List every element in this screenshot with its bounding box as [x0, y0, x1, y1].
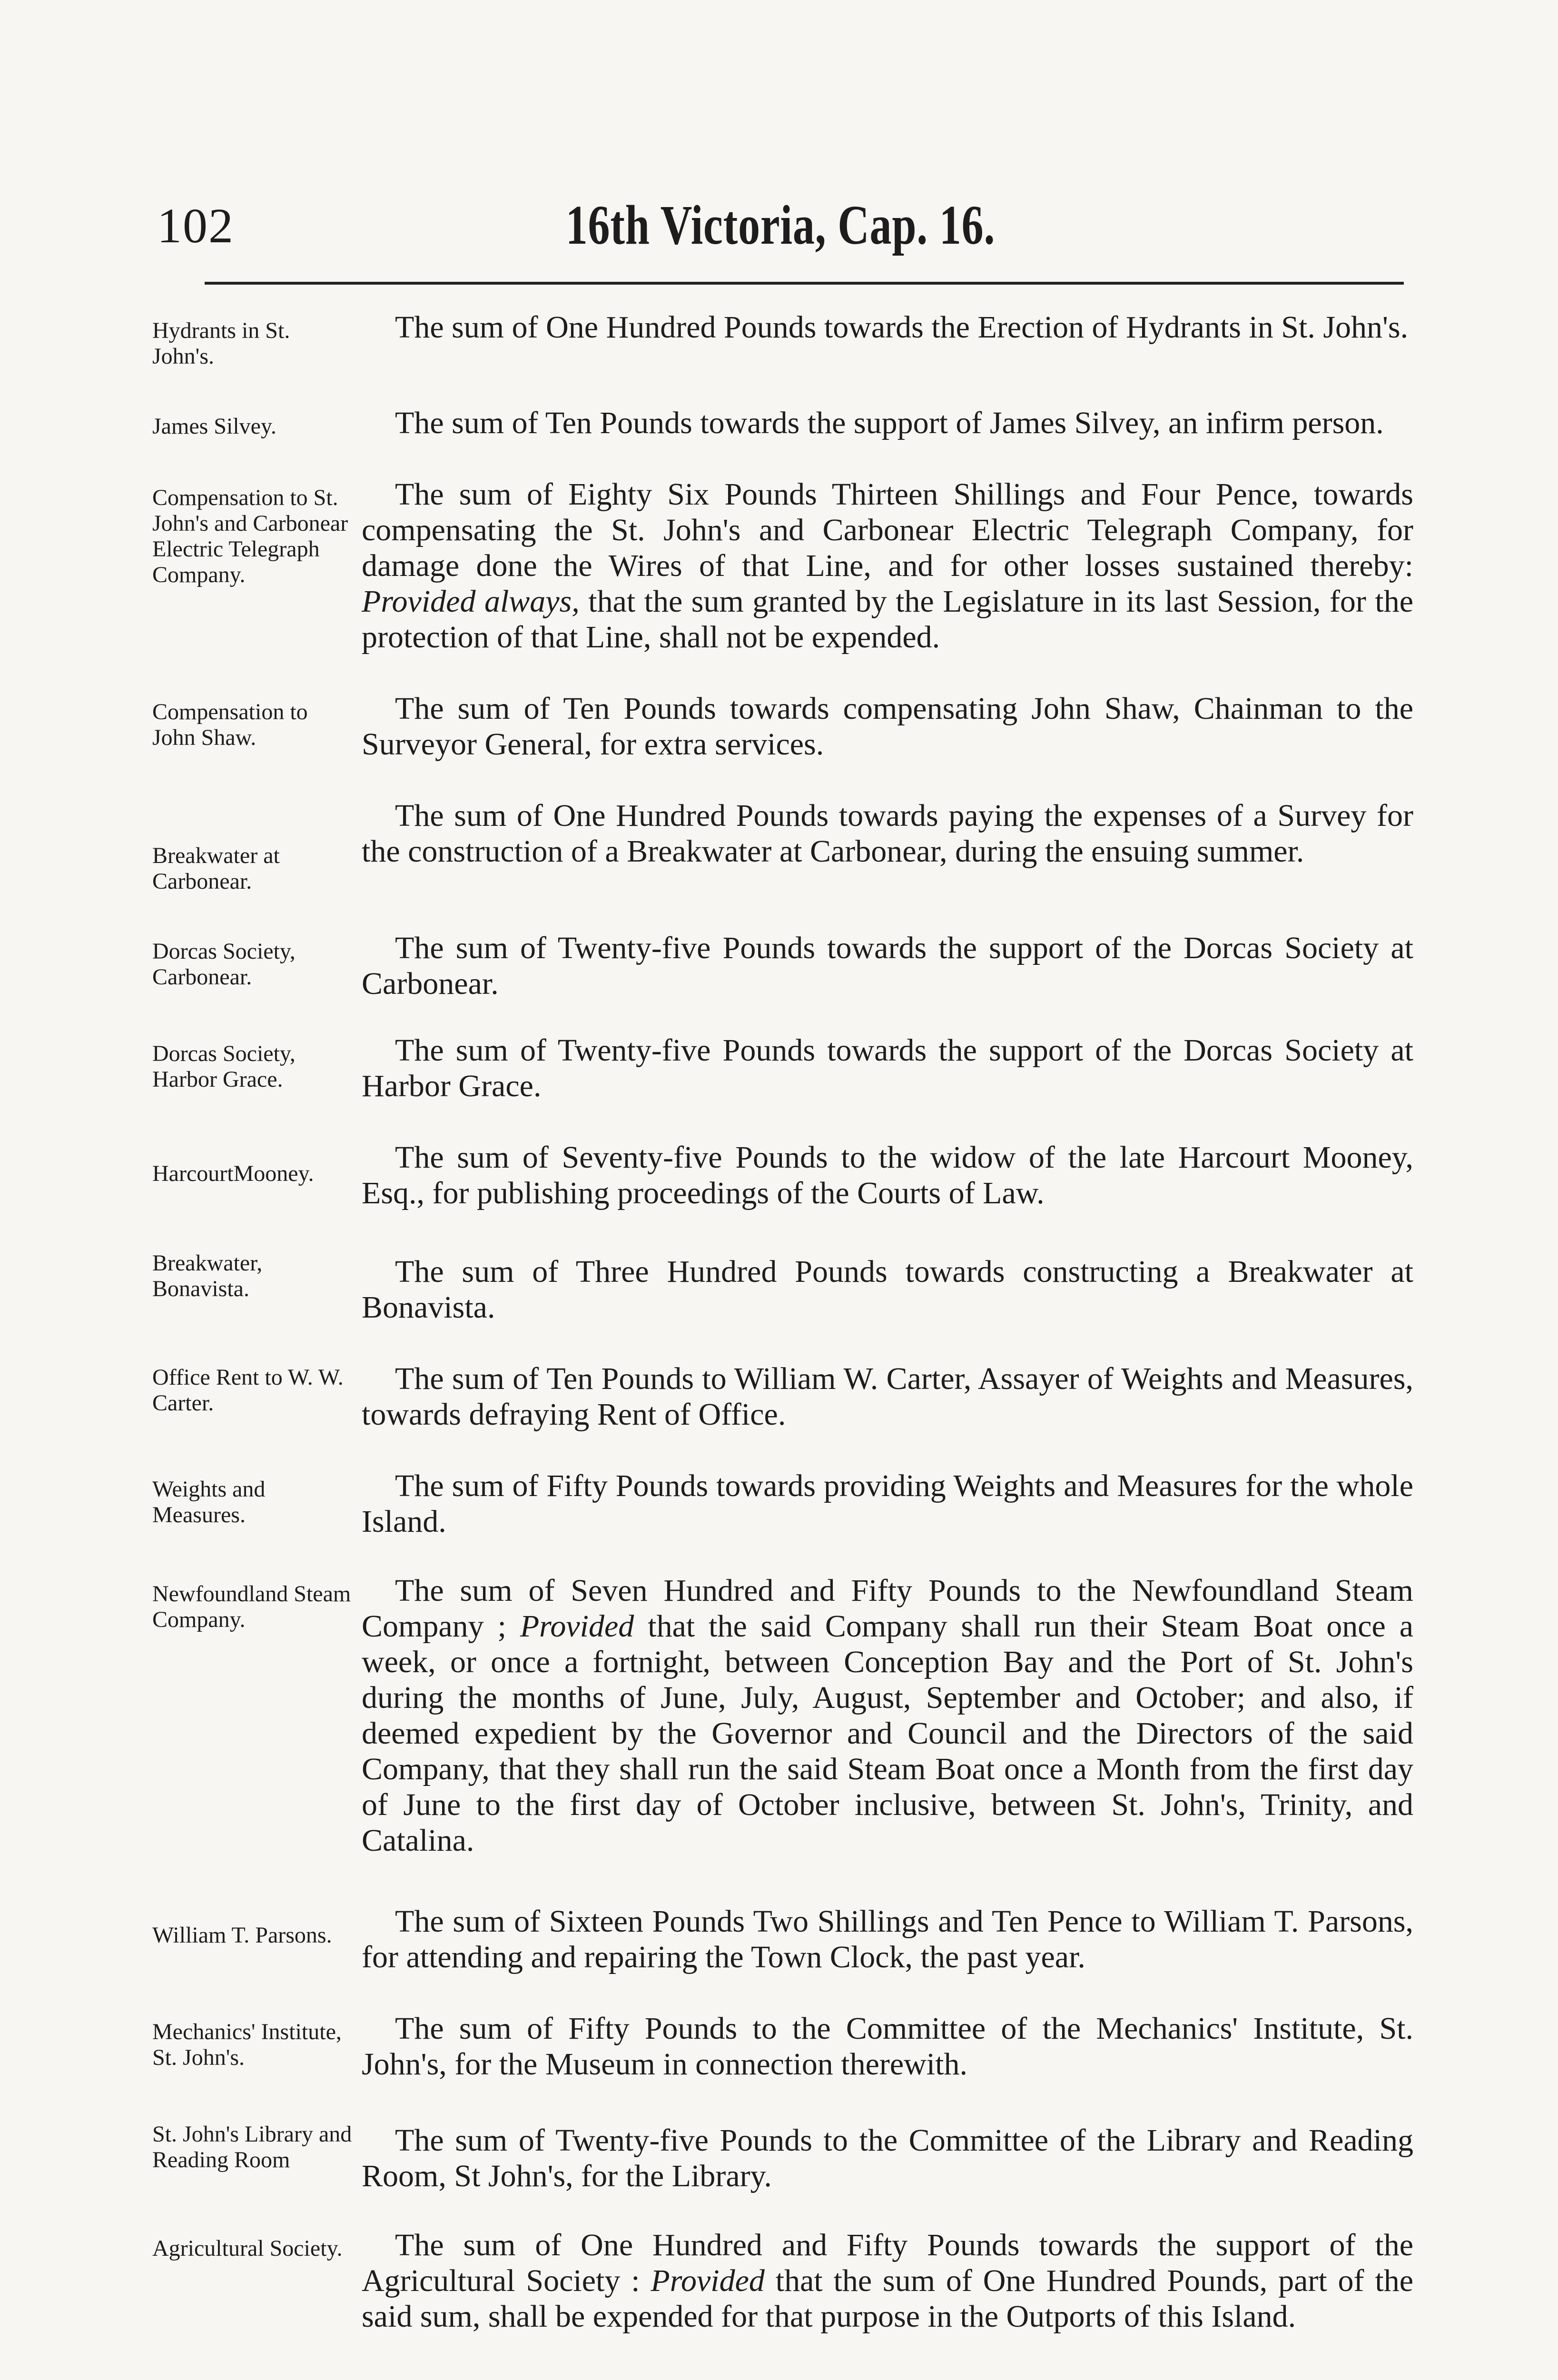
margin-note: Breakwater at Carbonear. — [152, 843, 280, 894]
margin-note: Newfoundland Steam Company. — [152, 1581, 351, 1632]
entry-text: The sum of Fifty Pounds to the Committee of the Mechanics' Institute, St. John's, for the Museum in connection therewith. — [362, 2011, 1413, 2082]
entry-william-parsons — [152, 1904, 1413, 1975]
margin-note: Dorcas Society, Carbonear. — [152, 939, 296, 990]
entry-text: The sum of Seventy-five Pounds to the widow of the late Harcourt Mooney, Esq., for publishing proceedings of the Courts of Law. — [362, 1140, 1413, 1210]
page-header — [157, 183, 1404, 259]
text-part: that the sum of One Hundred Pounds, part of the said sum, shall be expended for that purpose in the Outports of this Island. — [362, 2263, 1414, 2334]
entry-text: The sum of One Hundred Pounds towards the Erection of Hydrants in St. John's. — [395, 310, 1409, 345]
margin-note: St. John's Library and Reading Room — [152, 2122, 352, 2172]
entry-text: The sum of Three Hundred Pounds towards constructing a Breakwater at Bonavista. — [362, 1254, 1413, 1325]
entry-telegraph-compensation — [152, 476, 1413, 655]
entry-text — [362, 476, 1413, 655]
text-part: that the said Company shall run their Steam Boat once a week, or once a fortnight, between Conception Bay and the Port of St. John's during the months of June, July, August, September and October; and also, if deemed expedient by the Governor and Council and the Directors of the said Company, that they shall run the said Steam Boat once a Month from the first day of June to the first day of October inclusive, between St. John's, Trinity, and Catalina. — [362, 1609, 1414, 1858]
entry-weights-measures — [152, 1468, 1413, 1539]
margin-note: Office Rent to W. W. Carter. — [152, 1365, 344, 1416]
entry-john-shaw — [152, 691, 1413, 762]
margin-note: Compensation to John Shaw. — [152, 699, 308, 750]
entry-text: The sum of Twenty-five Pounds towards the support of the Dorcas Society at Carbonear. — [362, 931, 1413, 1001]
entry-text: The sum of One Hundred Pounds towards paying the expenses of a Survey for the construction of a Breakwater at Carbonear, during the ensuing summer. — [362, 798, 1413, 869]
appropriation-entries — [152, 305, 1413, 2334]
entry-agricultural-society — [152, 2227, 1413, 2334]
entry-newfoundland-steam-company — [152, 1573, 1413, 1858]
entry-text: The sum of Ten Pounds to William W. Carter, Assayer of Weights and Measures, towards defraying Rent of Office. — [362, 1361, 1413, 1432]
text-part: The sum of One Hundred and Fifty Pounds towards the support of the Agricultural Society : — [362, 2228, 1413, 2298]
entry-library-reading-room — [152, 2113, 1413, 2194]
margin-note: Mechanics' Institute, St. John's. — [152, 2019, 342, 2070]
margin-note: Agricultural Society. — [152, 2236, 343, 2261]
proviso: Provided — [520, 1609, 634, 1644]
entry-text: The sum of Ten Pounds towards the support of James Silvey, an infirm person. — [395, 406, 1384, 440]
margin-note: Dorcas Society, Harbor Grace. — [152, 1041, 296, 1092]
entry-text: The sum of Twenty-five Pounds to the Committee of the Library and Reading Room, St John's, for the Library. — [362, 2123, 1413, 2193]
proviso: Provided always, — [362, 584, 580, 619]
text-part: that the sum granted by the Legislature in its last Session, for the protection of that Line, shall not be expended. — [362, 584, 1414, 654]
header-rule — [205, 282, 1404, 285]
entry-james-silvey — [152, 405, 1413, 441]
proviso: Provided — [651, 2263, 765, 2298]
margin-note: Compensation to St. John's and Carbonear Electric Telegraph Company. — [152, 485, 348, 587]
entry-dorcas-harbor-grace — [152, 1032, 1413, 1104]
page-number: 102 — [157, 198, 234, 253]
margin-note: Breakwater, Bonavista. — [152, 1250, 263, 1301]
margin-note: HarcourtMooney. — [152, 1161, 314, 1186]
entry-text: The sum of Ten Pounds towards compensating John Shaw, Chainman to the Surveyor General, for extra services. — [362, 691, 1413, 762]
entry-text: The sum of Fifty Pounds towards providing Weights and Measures for the whole Island. — [362, 1468, 1413, 1539]
entry-hydrants — [152, 309, 1413, 369]
entry-harcourt-mooney — [152, 1140, 1413, 1211]
entry-office-rent-carter — [152, 1356, 1413, 1432]
margin-note: James Silvey. — [152, 414, 276, 439]
entry-dorcas-carbonear — [152, 930, 1413, 1002]
entry-mechanics-institute — [152, 2011, 1413, 2082]
margin-note: William T. Parsons. — [152, 1923, 332, 1948]
entry-text — [362, 2227, 1413, 2334]
entry-breakwater-bonavista — [152, 1242, 1413, 1325]
entry-text: The sum of Sixteen Pounds Two Shillings and Ten Pence to William T. Parsons, for attending and repairing the Town Clock, the past year. — [362, 1904, 1413, 1974]
margin-note: Weights and Measures. — [152, 1477, 266, 1527]
entry-text — [362, 1573, 1413, 1858]
text-part: The sum of Seven Hundred and Fifty Pounds to the Newfoundland Steam Company ; — [362, 1573, 1413, 1644]
margin-note: Hydrants in St. John's. — [152, 318, 290, 369]
entry-breakwater-carbonear — [152, 798, 1413, 894]
text-part: The sum of Eighty Six Pounds Thirteen Shillings and Four Pence, towards compensating the St. John's and Carbonear Electric Telegraph Company, for damage done the Wires of that Line, and for other losses sustained thereby: — [362, 477, 1413, 583]
entry-text: The sum of Twenty-five Pounds towards the support of the Dorcas Society at Harbor Grace. — [362, 1033, 1413, 1103]
running-head: 16th Victoria, Cap. 16. — [565, 194, 996, 256]
